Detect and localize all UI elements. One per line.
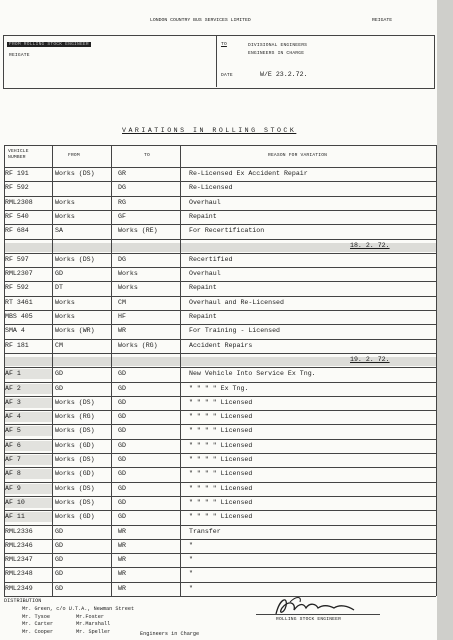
column-rule	[180, 145, 181, 596]
vehicle-number: AF 11	[5, 513, 25, 521]
reason-value: "	[189, 556, 193, 564]
from-value: Works (DS)	[55, 427, 95, 435]
from-value: Works (DS)	[55, 398, 95, 406]
from-value: GD	[55, 556, 63, 564]
reason-value: For Training - Licensed	[189, 327, 281, 335]
to-value: Works	[118, 270, 138, 278]
to-value: RG	[118, 198, 126, 206]
from-location: REIGATE	[9, 53, 30, 58]
from-value: GD	[55, 584, 63, 592]
from-value: Works (GD)	[55, 513, 95, 521]
row-rule	[4, 181, 436, 182]
reason-value: " " " " Licensed	[189, 470, 253, 478]
row-rule	[4, 382, 436, 383]
distribution-name: Mr.Marshall	[76, 621, 111, 627]
to-value: GD	[118, 427, 126, 435]
row-rule	[4, 210, 436, 211]
to-value: Works	[118, 284, 138, 292]
reason-value: " " " " Licensed	[189, 513, 253, 521]
from-value: CM	[55, 341, 63, 349]
from-value: Works (GD)	[55, 470, 95, 478]
vehicle-number: AF 10	[5, 498, 25, 506]
company-name: LONDON COUNTRY BUS SERVICES LIMITED	[150, 18, 251, 23]
reason-value: " " " " Licensed	[189, 484, 253, 492]
vehicle-number: RML2347	[5, 556, 33, 564]
to-value: GD	[118, 398, 126, 406]
reason-value: " " " " Licensed	[189, 456, 253, 463]
row-rule	[4, 224, 436, 225]
to-value: GD	[118, 456, 126, 463]
row-rule	[4, 296, 436, 297]
from-value: Works (DS)	[55, 484, 95, 492]
date-value: W/E 23.2.72.	[260, 71, 308, 78]
from-value: GD	[55, 370, 63, 378]
column-header-from: FROM	[68, 153, 80, 158]
vehicle-number: RF 592	[5, 284, 29, 292]
row-rule	[4, 281, 436, 282]
row-rule	[4, 424, 436, 425]
reason-value: Transfer	[189, 527, 221, 535]
to-label: TO	[221, 42, 227, 47]
vehicle-number: AF 5	[5, 427, 21, 435]
section-date: 18. 2. 72.	[350, 241, 390, 249]
row-rule	[4, 553, 436, 554]
distribution-name: Mr. Speller	[76, 629, 111, 635]
column-header-reason: REASON FOR VARIATION	[268, 153, 328, 158]
to-value: WR	[118, 527, 126, 535]
vehicle-number: RML2349	[5, 584, 33, 592]
reason-value: " " " " Licensed	[189, 441, 253, 449]
reason-value: Accident Repairs	[189, 341, 253, 349]
to-value: WR	[118, 327, 126, 335]
vehicle-number: AF 7	[5, 456, 21, 463]
vehicle-number: RT 3461	[5, 298, 33, 306]
reason-value: Overhaul and Re-Licensed	[189, 298, 284, 306]
to-line1: DIVISIONAL ENGINEERS	[248, 43, 308, 48]
from-office: FROM ROLLING STOCK ENGINEER	[9, 42, 89, 47]
row-rule	[4, 310, 436, 311]
reason-value: Repaint	[189, 313, 217, 320]
distribution-label: DISTRIBUTION	[4, 598, 42, 604]
vehicle-number: RML2336	[5, 527, 33, 535]
to-value: WR	[118, 570, 126, 578]
to-value: DG	[118, 184, 126, 192]
row-rule	[4, 496, 436, 497]
row-rule	[4, 196, 436, 197]
to-value: CM	[118, 298, 126, 306]
column-header-to: TO	[144, 153, 150, 158]
signature-line	[256, 614, 380, 615]
distribution-name: Mr.Foster	[76, 614, 105, 620]
reason-value: " " " " Licensed	[189, 427, 253, 435]
row-rule	[4, 510, 436, 511]
from-value: SA	[55, 227, 63, 235]
from-value: Works (GD)	[55, 441, 95, 449]
scan-edge	[437, 0, 453, 640]
to-value: GF	[118, 212, 126, 220]
reference-code: REIGATE	[372, 18, 393, 23]
to-value: GD	[118, 470, 126, 478]
from-value: Works (DS)	[55, 456, 95, 463]
to-value: DG	[118, 255, 126, 263]
vehicle-number: RML2348	[5, 570, 33, 578]
to-value: GD	[118, 413, 126, 421]
row-rule	[4, 582, 436, 583]
to-value: GD	[118, 384, 126, 392]
to-value: GD	[118, 513, 126, 521]
reason-value: Repaint	[189, 212, 217, 220]
row-rule	[4, 467, 436, 468]
from-value: Works (RG)	[55, 413, 95, 421]
reason-value: "	[189, 541, 193, 549]
from-value: GD	[55, 570, 63, 578]
reason-value: "	[189, 570, 193, 578]
to-line2: ENGINEERS IN CHARGE	[248, 51, 305, 56]
vehicle-number: RF 191	[5, 170, 29, 177]
to-value: Works (RG)	[118, 341, 158, 349]
handwritten-signature	[270, 592, 380, 620]
row-rule	[4, 453, 436, 454]
distribution-name: Mr. Tysoe	[22, 614, 51, 620]
to-value: HF	[118, 313, 126, 320]
row-rule	[4, 145, 436, 146]
from-value: Works (DS)	[55, 255, 95, 263]
from-value: GD	[55, 384, 63, 392]
row-rule	[4, 324, 436, 325]
vehicle-number: RF 684	[5, 227, 29, 235]
reason-value: " " " " Ex Tng.	[189, 384, 249, 392]
reason-value: Re-Licensed	[189, 184, 233, 192]
row-rule	[4, 396, 436, 397]
vehicle-number: RF 597	[5, 255, 29, 263]
section-date: 19. 2. 72.	[350, 355, 390, 363]
reason-value: Overhaul	[189, 198, 221, 206]
reason-value: Repaint	[189, 284, 217, 292]
to-value: WR	[118, 541, 126, 549]
row-rule	[4, 353, 436, 354]
vehicle-number: MBS 405	[5, 313, 33, 320]
row-rule	[4, 482, 436, 483]
row-rule	[4, 253, 436, 254]
vehicle-number: AF 8	[5, 470, 21, 478]
column-header-vehicle: VEHICLE NUMBER	[8, 149, 29, 160]
row-rule	[4, 410, 436, 411]
vehicle-number: AF 3	[5, 398, 21, 406]
vehicle-number: AF 4	[5, 413, 21, 421]
to-value: GD	[118, 498, 126, 506]
from-value: Works (WR)	[55, 327, 95, 335]
reason-value: Overhaul	[189, 270, 221, 278]
distribution-name: Mr. Cooper	[22, 629, 54, 635]
vehicle-number: RF 592	[5, 184, 29, 192]
row-rule	[4, 167, 436, 168]
column-rule	[52, 145, 53, 596]
vehicle-number: RML2346	[5, 541, 33, 549]
table-title: VARIATIONS IN ROLLING STOCK	[122, 127, 297, 134]
signature-caption: ROLLING STOCK ENGINEER	[276, 617, 342, 622]
row-rule	[4, 267, 436, 268]
vehicle-number: RML2308	[5, 198, 33, 206]
from-value: Works	[55, 212, 75, 220]
reason-value: For Recertification	[189, 227, 265, 235]
row-rule	[4, 525, 436, 526]
distribution-footer: Engineers in Charge	[140, 631, 200, 637]
row-rule	[4, 439, 436, 440]
from-value: Works (DS)	[55, 498, 95, 506]
reason-value: " " " " Licensed	[189, 413, 253, 421]
date-label: DATE	[221, 73, 233, 78]
to-value: GD	[118, 484, 126, 492]
vehicle-number: AF 1	[5, 370, 21, 378]
to-value: GD	[118, 441, 126, 449]
row-rule	[4, 367, 436, 368]
reason-value: " " " " Licensed	[189, 498, 253, 506]
row-rule	[4, 567, 436, 568]
row-rule	[4, 539, 436, 540]
vehicle-number: RF 181	[5, 341, 29, 349]
reason-value: Recertified	[189, 255, 233, 263]
row-rule	[4, 339, 436, 340]
from-value: Works (DS)	[55, 170, 95, 177]
from-value: GD	[55, 527, 63, 535]
vehicle-number: AF 9	[5, 484, 21, 492]
vehicle-number: RF 540	[5, 212, 29, 220]
to-value: GR	[118, 170, 126, 177]
column-rule	[111, 145, 112, 596]
row-rule	[4, 239, 436, 240]
distribution-line1: Mr. Green, c/o U.T.A., Newman Street	[22, 606, 135, 612]
from-value: DT	[55, 284, 63, 292]
to-value: GD	[118, 370, 126, 378]
from-value: Works	[55, 198, 75, 206]
reason-value: "	[189, 584, 193, 592]
reason-value: New Vehicle Into Service Ex Tng.	[189, 370, 316, 378]
vehicle-number: SMA 4	[5, 327, 25, 335]
vehicle-number: AF 6	[5, 441, 21, 449]
from-value: GD	[55, 270, 63, 278]
distribution-name: Mr. Carter	[22, 621, 54, 627]
column-rule	[4, 145, 5, 596]
from-value: GD	[55, 541, 63, 549]
from-value: Works	[55, 298, 75, 306]
to-value: WR	[118, 584, 126, 592]
vehicle-number: RML2307	[5, 270, 33, 278]
vehicle-number: AF 2	[5, 384, 21, 392]
from-value: Works	[55, 313, 75, 320]
reason-value: Re-Licensed Ex Accident Repair	[189, 170, 308, 177]
to-value: WR	[118, 556, 126, 564]
reason-value: " " " " Licensed	[189, 398, 253, 406]
to-value: Works (RE)	[118, 227, 158, 235]
